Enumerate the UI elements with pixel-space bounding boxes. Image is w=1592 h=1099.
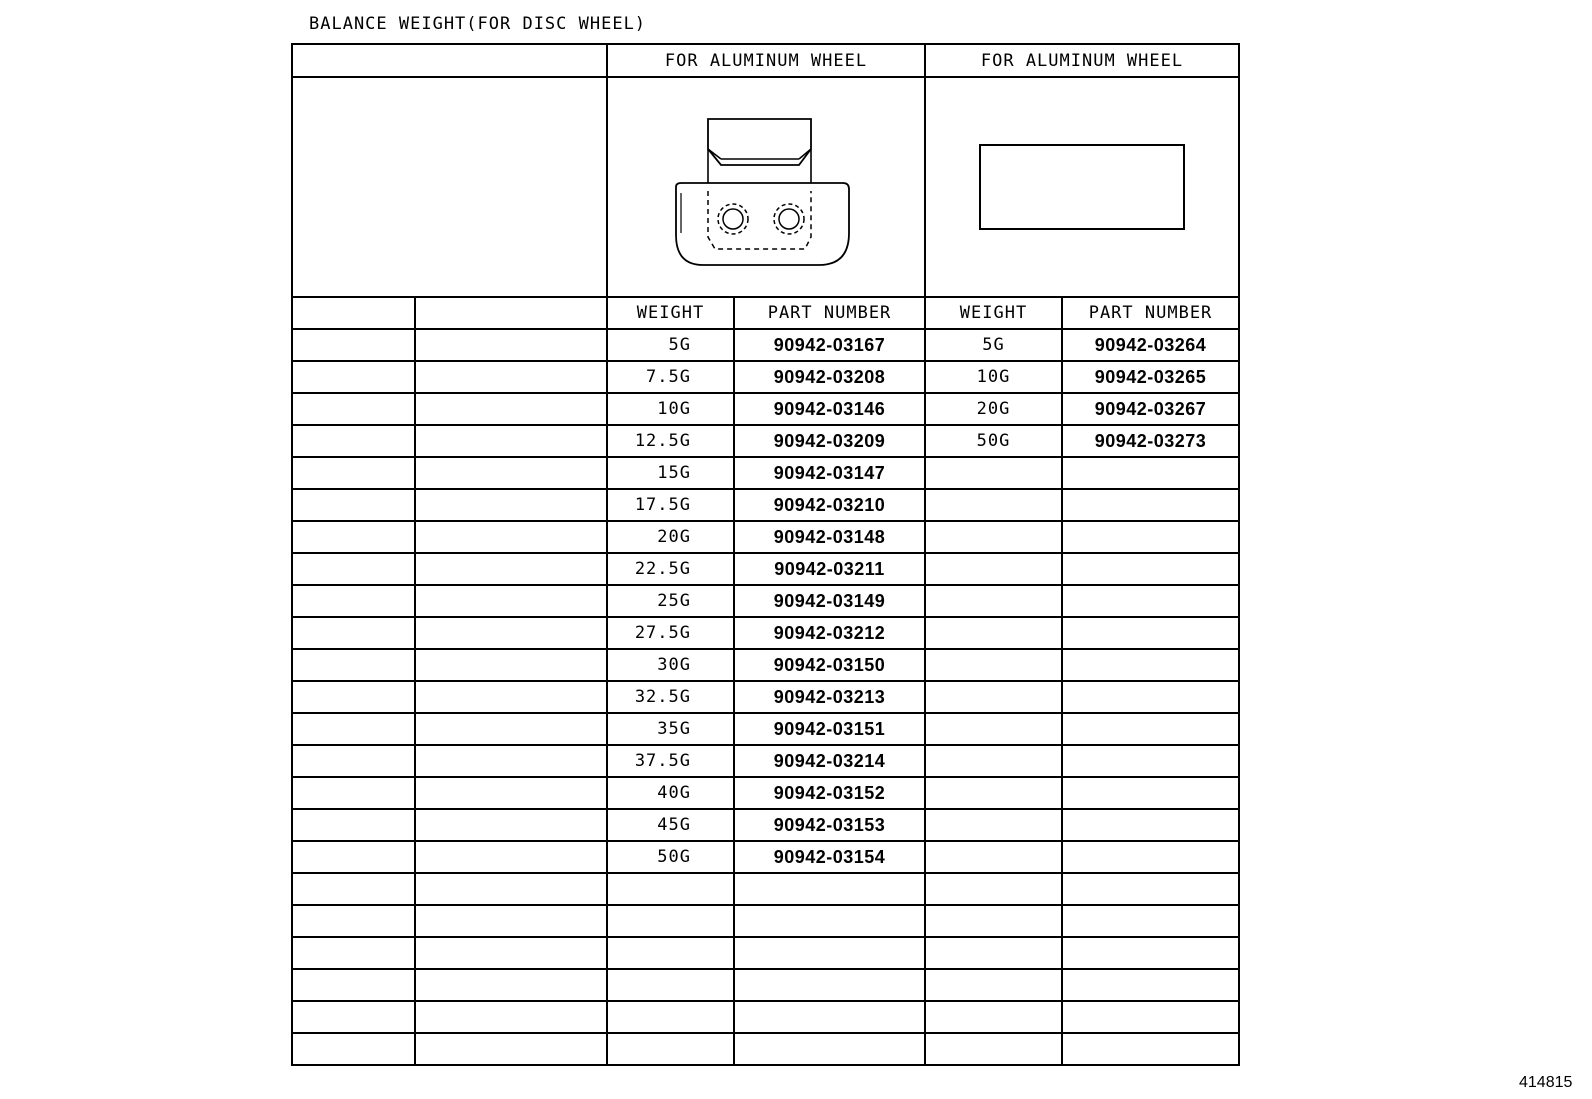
part-number-cell-2 (1062, 841, 1239, 873)
clip-on-weight-icon (671, 107, 861, 267)
part-number-cell-2 (1062, 521, 1239, 553)
table-row (292, 1001, 1239, 1033)
weight-cell: 17.5G (607, 489, 734, 521)
blank-cell (292, 489, 415, 521)
table-row (292, 905, 1239, 937)
weight-cell: 15G (607, 457, 734, 489)
blank-cell (415, 393, 607, 425)
part-number-cell-2 (1062, 873, 1239, 905)
part-number-cell (734, 937, 925, 969)
part-number-cell-2 (1062, 777, 1239, 809)
weight-cell-2 (925, 553, 1062, 585)
weight-cell: 10G (607, 393, 734, 425)
part-number-cell-2 (1062, 457, 1239, 489)
weight-cell-2 (925, 905, 1062, 937)
column-header-row (292, 297, 1239, 329)
weight-cell-2 (925, 777, 1062, 809)
weight-cell-2 (925, 937, 1062, 969)
part-number-cell-2: 90942-03273 (1062, 425, 1239, 457)
blank-cell (292, 649, 415, 681)
weight-cell-2: 20G (925, 393, 1062, 425)
blank-cell (292, 873, 415, 905)
part-number-cell-2 (1062, 585, 1239, 617)
blank-cell (415, 425, 607, 457)
part-number-cell-2: 90942-03264 (1062, 329, 1239, 361)
weight-cell-2 (925, 969, 1062, 1001)
part-number-cell: 90942-03153 (734, 809, 925, 841)
blank-cell (415, 745, 607, 777)
weight-column-header-2: WEIGHT (925, 297, 1062, 329)
weight-cell-2 (925, 585, 1062, 617)
clip-weight-illustration (607, 77, 925, 297)
weight-cell: 32.5G (607, 681, 734, 713)
part-number-cell-2 (1062, 649, 1239, 681)
blank-cell (415, 649, 607, 681)
weight-cell-2 (925, 457, 1062, 489)
blank-cell (415, 489, 607, 521)
part-number-cell (734, 905, 925, 937)
blank-header-cell (292, 44, 607, 77)
weight-cell-2 (925, 1033, 1062, 1065)
weight-cell: 37.5G (607, 745, 734, 777)
part-number-cell: 90942-03208 (734, 361, 925, 393)
blank-illustration-cell (292, 77, 607, 297)
table-row (292, 329, 1239, 361)
weight-cell-2 (925, 809, 1062, 841)
blank-cell (415, 777, 607, 809)
group-header-row (292, 44, 1239, 77)
illustration-row (292, 77, 1239, 297)
blank-cell (292, 777, 415, 809)
blank-cell (415, 905, 607, 937)
part-number-cell: 90942-03167 (734, 329, 925, 361)
weight-cell-2 (925, 489, 1062, 521)
table-row (292, 457, 1239, 489)
weight-cell: 45G (607, 809, 734, 841)
part-number-cell-2 (1062, 969, 1239, 1001)
weight-cell: 35G (607, 713, 734, 745)
weight-cell: 30G (607, 649, 734, 681)
blank-cell (415, 617, 607, 649)
weight-cell: 25G (607, 585, 734, 617)
part-number-cell: 90942-03154 (734, 841, 925, 873)
part-number-column-header-2: PART NUMBER (1062, 297, 1239, 329)
blank-cell (292, 425, 415, 457)
part-number-cell: 90942-03209 (734, 425, 925, 457)
part-number-cell (734, 969, 925, 1001)
part-number-cell-2 (1062, 681, 1239, 713)
part-number-cell: 90942-03147 (734, 457, 925, 489)
part-number-cell (734, 1033, 925, 1065)
blank-cell (415, 521, 607, 553)
blank-cell (292, 1001, 415, 1033)
table-row (292, 553, 1239, 585)
weight-cell-2 (925, 713, 1062, 745)
weight-cell: 50G (607, 841, 734, 873)
part-number-cell: 90942-03148 (734, 521, 925, 553)
weight-cell (607, 905, 734, 937)
part-number-cell-2 (1062, 1001, 1239, 1033)
part-number-cell (734, 873, 925, 905)
blank-cell (415, 841, 607, 873)
blank-cell (415, 969, 607, 1001)
weight-cell: 7.5G (607, 361, 734, 393)
part-number-cell: 90942-03152 (734, 777, 925, 809)
blank-cell (415, 585, 607, 617)
table-row (292, 681, 1239, 713)
blank-cell (292, 809, 415, 841)
weight-cell: 22.5G (607, 553, 734, 585)
part-number-cell: 90942-03214 (734, 745, 925, 777)
blank-cell (292, 745, 415, 777)
group1-header: FOR ALUMINUM WHEEL (607, 44, 925, 77)
part-number-cell: 90942-03211 (734, 553, 925, 585)
part-number-cell: 90942-03150 (734, 649, 925, 681)
blank-cell (292, 521, 415, 553)
part-number-cell: 90942-03151 (734, 713, 925, 745)
weight-cell: 40G (607, 777, 734, 809)
blank-cell (415, 809, 607, 841)
diagram-id: 414815 (1519, 1074, 1573, 1091)
table-row (292, 393, 1239, 425)
group2-header: FOR ALUMINUM WHEEL (925, 44, 1239, 77)
blank-cell (415, 937, 607, 969)
blank-cell (292, 329, 415, 361)
part-number-cell-2 (1062, 809, 1239, 841)
part-number-cell-2 (1062, 489, 1239, 521)
table-row (292, 425, 1239, 457)
blank-cell (415, 553, 607, 585)
weight-cell-2 (925, 841, 1062, 873)
table-row (292, 649, 1239, 681)
table-row (292, 745, 1239, 777)
table-row (292, 777, 1239, 809)
blank-cell (292, 937, 415, 969)
blank-cell (415, 361, 607, 393)
weight-cell (607, 937, 734, 969)
part-number-cell-2 (1062, 905, 1239, 937)
part-number-cell-2 (1062, 617, 1239, 649)
blank-cell (292, 841, 415, 873)
parts-table (291, 43, 1240, 1066)
table-row (292, 809, 1239, 841)
weight-cell-2 (925, 617, 1062, 649)
blank-cell (292, 681, 415, 713)
blank-cell (415, 457, 607, 489)
blank-cell (415, 1033, 607, 1065)
blank-cell (292, 969, 415, 1001)
blank-cell (292, 1033, 415, 1065)
part-number-cell: 90942-03149 (734, 585, 925, 617)
table-row (292, 617, 1239, 649)
weight-cell-2 (925, 521, 1062, 553)
part-number-cell-2: 90942-03267 (1062, 393, 1239, 425)
blank-cell (415, 873, 607, 905)
part-number-column-header: PART NUMBER (734, 297, 925, 329)
blank-cell (292, 361, 415, 393)
part-number-cell-2 (1062, 713, 1239, 745)
weight-cell-2: 10G (925, 361, 1062, 393)
part-number-cell: 90942-03210 (734, 489, 925, 521)
blank-cell (415, 681, 607, 713)
part-number-cell-2 (1062, 553, 1239, 585)
blank-cell (415, 713, 607, 745)
weight-cell-2: 5G (925, 329, 1062, 361)
table-row (292, 489, 1239, 521)
weight-cell: 5G (607, 329, 734, 361)
blank-cell (292, 553, 415, 585)
table-row (292, 873, 1239, 905)
blank-cell (415, 1001, 607, 1033)
table-row (292, 585, 1239, 617)
part-number-cell-2: 90942-03265 (1062, 361, 1239, 393)
weight-cell (607, 1001, 734, 1033)
weight-cell-2 (925, 745, 1062, 777)
weight-cell (607, 873, 734, 905)
weight-cell: 20G (607, 521, 734, 553)
part-number-cell: 90942-03213 (734, 681, 925, 713)
adhesive-weight-icon (972, 137, 1192, 237)
weight-column-header: WEIGHT (607, 297, 734, 329)
part-number-cell: 90942-03146 (734, 393, 925, 425)
blank-cell (292, 585, 415, 617)
table-row (292, 521, 1239, 553)
weight-cell (607, 1033, 734, 1065)
part-number-cell-2 (1062, 937, 1239, 969)
blank-cell (292, 457, 415, 489)
blank-cell (415, 329, 607, 361)
page-title: BALANCE WEIGHT(FOR DISC WHEEL) (309, 14, 647, 34)
table-row (292, 713, 1239, 745)
adhesive-weight-illustration (925, 77, 1239, 297)
blank-cell (292, 713, 415, 745)
weight-cell (607, 969, 734, 1001)
weight-cell-2 (925, 1001, 1062, 1033)
table-row (292, 937, 1239, 969)
weight-cell-2 (925, 649, 1062, 681)
part-number-cell-2 (1062, 745, 1239, 777)
table-row (292, 361, 1239, 393)
part-number-cell (734, 1001, 925, 1033)
weight-cell-2 (925, 873, 1062, 905)
blank-cell (292, 905, 415, 937)
part-number-cell-2 (1062, 1033, 1239, 1065)
table-row (292, 1033, 1239, 1065)
table-row (292, 969, 1239, 1001)
blank-cell (292, 393, 415, 425)
weight-cell: 27.5G (607, 617, 734, 649)
blank-cell (292, 617, 415, 649)
table-row (292, 841, 1239, 873)
blank-col-header (292, 297, 415, 329)
weight-cell-2 (925, 681, 1062, 713)
weight-cell: 12.5G (607, 425, 734, 457)
part-number-cell: 90942-03212 (734, 617, 925, 649)
blank-col-header (415, 297, 607, 329)
weight-cell-2: 50G (925, 425, 1062, 457)
